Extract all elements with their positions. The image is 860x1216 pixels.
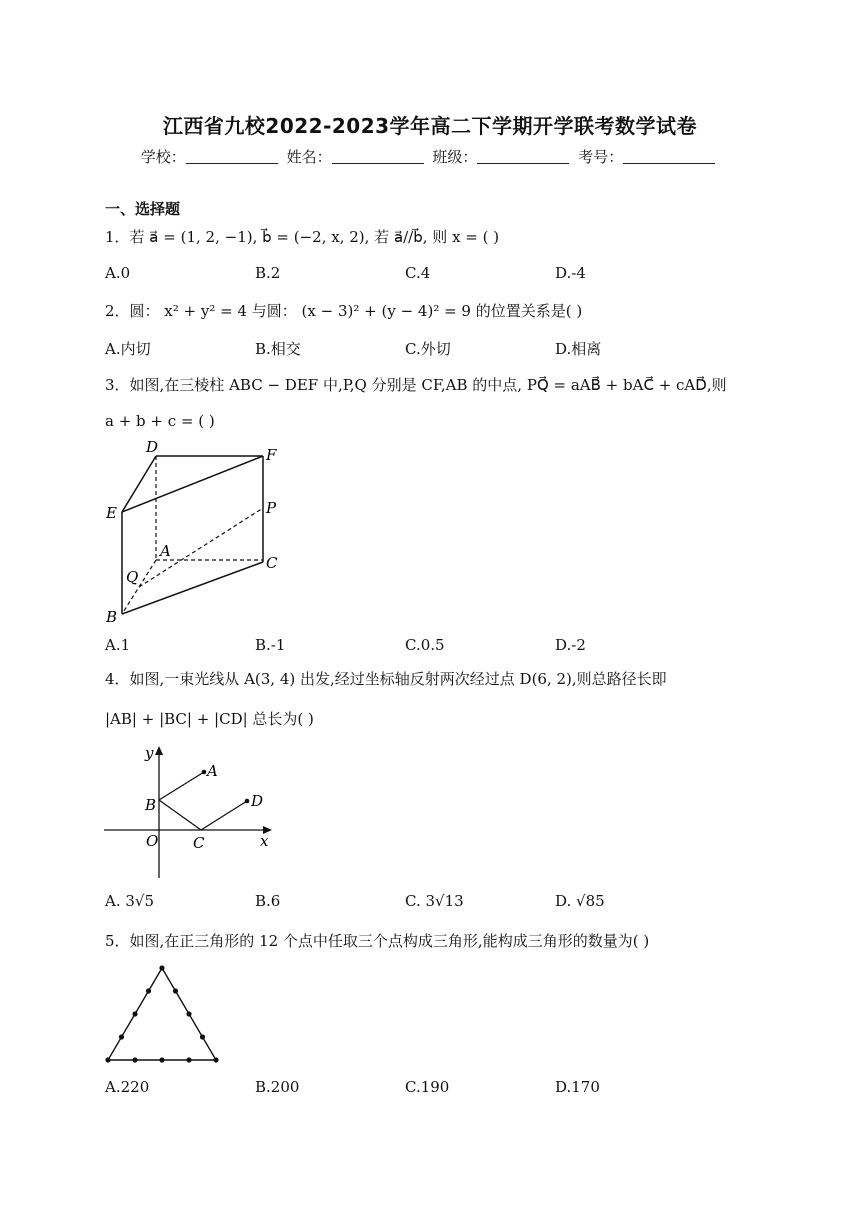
q5-option-b[interactable]: B.200: [255, 1078, 300, 1096]
q3-option-a[interactable]: A.1: [105, 636, 131, 654]
q3-option-d[interactable]: D.-2: [555, 636, 586, 654]
q1-option-c[interactable]: C.4: [405, 264, 431, 282]
q2-option-a[interactable]: A.内切: [105, 340, 151, 358]
info-number-label: 考号：: [578, 148, 624, 166]
label-f: F: [266, 446, 277, 464]
label-q: Q: [126, 568, 139, 586]
label-d: D: [251, 792, 264, 810]
dot: [200, 1034, 205, 1039]
label-e: E: [106, 504, 117, 522]
y-axis-arrow-icon: [155, 746, 163, 755]
question-3-stem-line-1: 3．如图,在三棱柱 ABC − DEF 中,P,Q 分别是 CF,AB 的中点, PQ⃗ = aAB⃗ + bAC⃗ + cAD⃗,则: [105, 376, 727, 394]
equilateral-triangle: [108, 968, 216, 1060]
dot: [146, 988, 151, 993]
dot: [159, 1057, 164, 1062]
label-x: x: [260, 832, 269, 850]
question-2-stem: 2．圆： x² + y² = 4 与圆： (x − 3)² + (y − 4)² = 9 的位置关系是( ): [105, 302, 583, 320]
q4-option-b[interactable]: B.6: [255, 892, 281, 910]
school-blank[interactable]: [186, 149, 278, 164]
prism-figure: [100, 438, 290, 628]
reflection-figure: [100, 738, 285, 883]
edge-bc: [122, 562, 263, 614]
label-d: D: [146, 438, 159, 456]
label-c: C: [193, 834, 205, 852]
label-p: P: [266, 499, 277, 517]
q2-option-c[interactable]: C.外切: [405, 340, 451, 358]
dot: [105, 1057, 110, 1062]
question-3-stem-line-2: a + b + c = ( ): [105, 412, 215, 430]
class-blank[interactable]: [477, 149, 569, 164]
label-a: A: [160, 542, 171, 560]
label-o: O: [146, 832, 159, 850]
section-title: 一、选择题: [105, 200, 181, 218]
edge-de: [122, 456, 156, 512]
label-a: A: [207, 762, 218, 780]
question-1-stem: 1．若 a⃗ = (1, 2, −1), b⃗ = (−2, x, 2), 若 a⃗//b⃗, 则 x = ( ): [105, 228, 500, 246]
segment-cd: [201, 801, 247, 830]
q1-option-b[interactable]: B.2: [255, 264, 281, 282]
dot: [213, 1057, 218, 1062]
label-b: B: [145, 796, 157, 814]
segment-bc: [159, 800, 201, 830]
q5-option-d[interactable]: D.170: [555, 1078, 600, 1096]
dot: [159, 965, 164, 970]
q5-option-a[interactable]: A.220: [105, 1078, 150, 1096]
question-4-stem-line-1: 4．如图,一束光线从 A(3, 4) 出发,经过坐标轴反射两次经过点 D(6, 2),则总路径长即: [105, 670, 667, 688]
dot: [132, 1057, 137, 1062]
info-class-label: 班级：: [432, 148, 478, 166]
q3-option-c[interactable]: C.0.5: [405, 636, 445, 654]
triangle-points: [105, 965, 218, 1062]
question-5-stem: 5．如图,在正三角形的 12 个点中任取三个点构成三角形,能构成三角形的数量为( ): [105, 932, 650, 950]
dot: [186, 1011, 191, 1016]
point-a: [202, 770, 207, 775]
number-blank[interactable]: [623, 149, 715, 164]
point-d: [245, 799, 250, 804]
question-4-stem-line-2: |AB| + |BC| + |CD| 总长为( ): [105, 710, 314, 728]
info-name-label: 姓名：: [286, 148, 332, 166]
info-school-label: 学校：: [140, 148, 186, 166]
segment-ab: [159, 772, 204, 800]
q4-option-d[interactable]: D. √85: [555, 892, 605, 910]
student-info-line: [0, 146, 860, 167]
segment-pq-hidden: [139, 508, 263, 587]
q4-option-a[interactable]: A. 3√5: [105, 892, 155, 910]
q5-option-c[interactable]: C.190: [405, 1078, 450, 1096]
q1-option-a[interactable]: A.0: [105, 264, 131, 282]
q2-option-d[interactable]: D.相离: [555, 340, 602, 358]
label-b: B: [106, 608, 118, 626]
exam-title: 江西省九校2022-2023学年高二下学期开学联考数学试卷: [162, 114, 698, 138]
name-blank[interactable]: [332, 149, 424, 164]
label-y: y: [145, 744, 154, 762]
q1-option-d[interactable]: D.-4: [555, 264, 586, 282]
dot: [132, 1011, 137, 1016]
dot: [119, 1034, 124, 1039]
q2-option-b[interactable]: B.相交: [255, 340, 301, 358]
dot: [186, 1057, 191, 1062]
edge-ef: [122, 456, 263, 512]
q4-option-c[interactable]: C. 3√13: [405, 892, 464, 910]
q3-option-b[interactable]: B.-1: [255, 636, 286, 654]
triangle-dots-figure: [100, 960, 225, 1065]
dot: [173, 988, 178, 993]
label-c: C: [266, 554, 278, 572]
